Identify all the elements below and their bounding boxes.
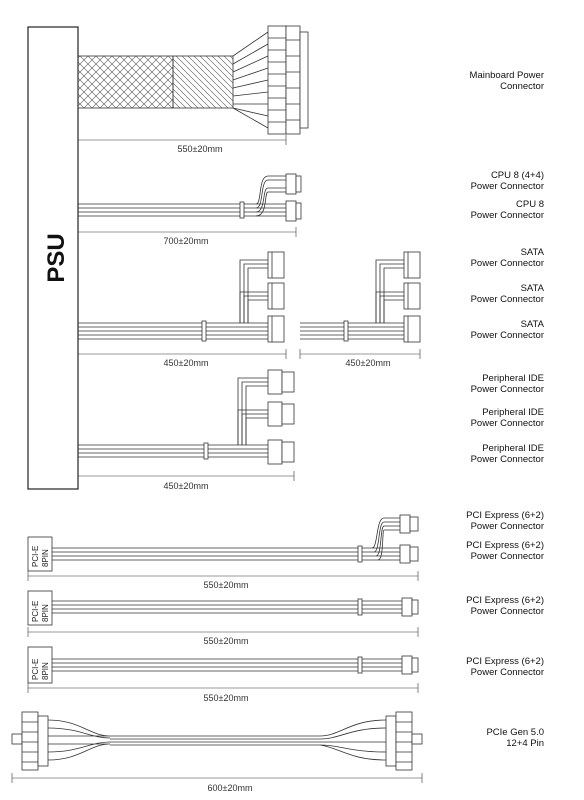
sata-cable-left <box>78 252 284 342</box>
label-pcie-3: PCI Express (6+2) Power Connector <box>466 656 544 678</box>
gen5-dimension <box>12 773 422 783</box>
cpu-cable <box>78 174 301 221</box>
label-gen5: PCIe Gen 5.0 12+4 Pin <box>486 727 544 749</box>
svg-text:PCI-E: PCI-E <box>31 600 40 622</box>
pcie3-dimension <box>28 683 418 693</box>
label-sata-3: SATA Power Connector <box>470 319 544 341</box>
label-cpu-44: CPU 8 (4+4) Power Connector <box>470 170 544 192</box>
label-sata-1: SATA Power Connector <box>470 247 544 269</box>
gen5-length: 600±20mm <box>207 783 253 793</box>
psu-unit <box>28 27 78 489</box>
cpu-length: 700±20mm <box>163 236 209 246</box>
mainboard-length: 550±20mm <box>177 144 223 154</box>
ide-cable <box>78 370 294 464</box>
label-mainboard: Mainboard Power Connector <box>469 70 544 92</box>
svg-text:8PIN: 8PIN <box>41 604 50 622</box>
label-pcie-1b: PCI Express (6+2) Power Connector <box>466 540 544 562</box>
label-pcie-2: PCI Express (6+2) Power Connector <box>466 595 544 617</box>
ide-length: 450±20mm <box>163 481 209 491</box>
svg-text:8PIN: 8PIN <box>41 549 50 567</box>
label-ide-3: Peripheral IDE Power Connector <box>470 443 544 465</box>
psu-label: PSU <box>43 233 70 283</box>
ide-dimension <box>78 471 294 481</box>
svg-text:PCI-E: PCI-E <box>31 545 40 567</box>
sata-cable-right <box>300 252 420 342</box>
pcie-cable-3 <box>28 647 418 683</box>
mainboard-cable <box>78 26 308 134</box>
sata-left-length: 450±20mm <box>163 358 209 368</box>
svg-text:PCI-E: PCI-E <box>31 658 40 680</box>
label-cpu-8: CPU 8 Power Connector <box>470 199 544 221</box>
label-ide-2: Peripheral IDE Power Connector <box>470 407 544 429</box>
sata-right-length: 450±20mm <box>345 358 391 368</box>
pcie-cable-1 <box>28 515 418 571</box>
gen5-cable <box>12 712 422 770</box>
label-ide-1: Peripheral IDE Power Connector <box>470 373 544 395</box>
pcie1-length: 550±20mm <box>203 580 249 590</box>
pcie-cable-2 <box>28 591 418 625</box>
pcie3-length: 550±20mm <box>203 693 249 703</box>
svg-text:8PIN: 8PIN <box>41 662 50 680</box>
label-sata-2: SATA Power Connector <box>470 283 544 305</box>
pcie2-length: 550±20mm <box>203 636 249 646</box>
label-pcie-1a: PCI Express (6+2) Power Connector <box>466 510 544 532</box>
